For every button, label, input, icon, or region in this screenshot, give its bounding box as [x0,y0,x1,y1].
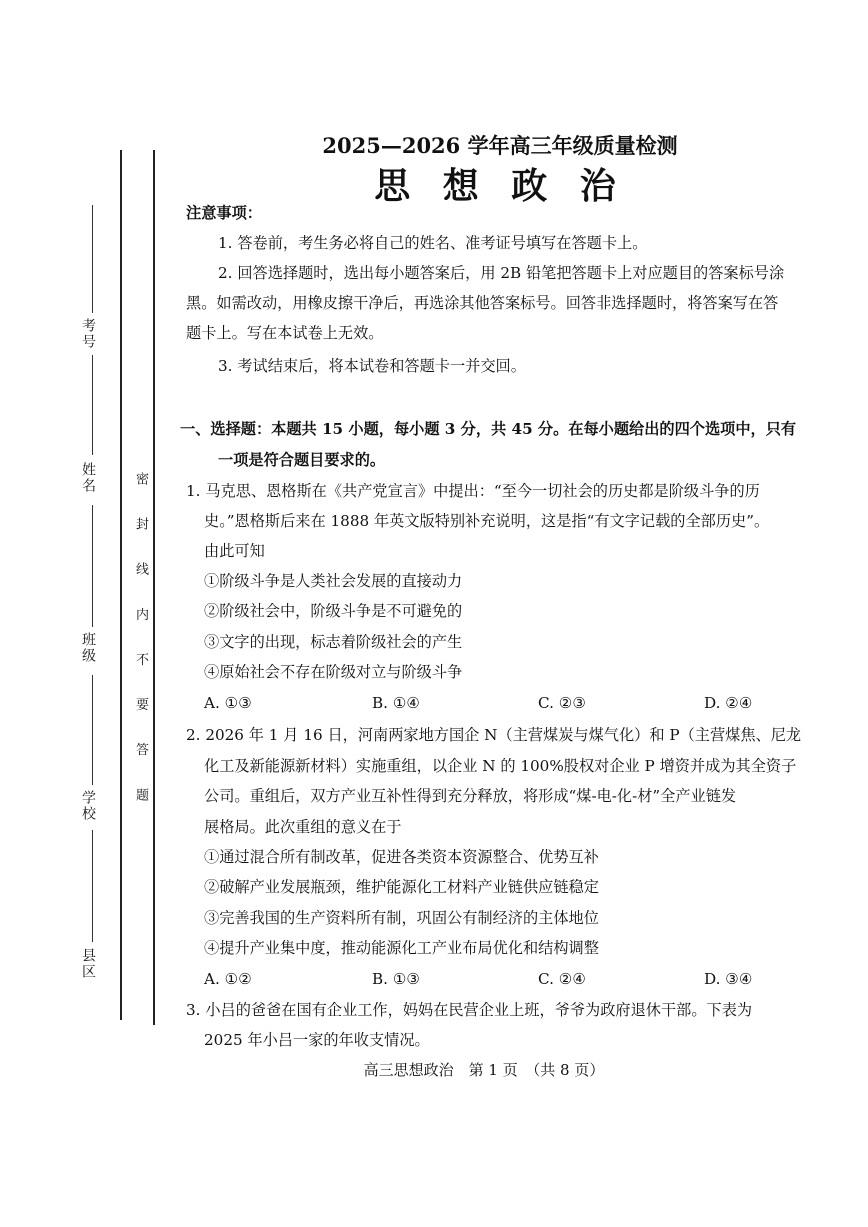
q2-option-b: B. ①③ [372,970,421,988]
field-label-kaohao: 考号 [80,318,96,350]
notice-title: 注意事项： [186,204,262,222]
q2-stem-4: 展格局。此次重组的意义在于 [204,818,402,836]
q2-item-3: ③完善我国的生产资料所有制，巩固公有制经济的主体地位 [204,909,599,927]
q3-stem-2: 2025 年小吕一家的年收支情况。 [204,1031,430,1049]
q1-stem-1: 1. 马克思、恩格斯在《共产党宣言》中提出：“至今一切社会的历史都是阶级斗争的历 [186,482,760,500]
field-underline-banji [92,505,93,627]
field-label-xianqu: 县区 [80,948,96,980]
exam-title: 2025—2026 学年高三年级质量检测 [322,133,678,158]
q1-option-b: B. ①④ [372,694,421,712]
q2-option-a: A. ①② [204,970,252,988]
q2-stem-2: 化工及新能源新材料）实施重组，以企业 N 的 100%股权对企业 P 增资并成为其全资子 [204,757,797,775]
q2-item-2: ②破解产业发展瓶颈，维护能源化工材料产业链供应链稳定 [204,878,599,896]
section1-heading-cont: 一项是符合题目要求的。 [218,451,386,469]
q1-option-d: D. ②④ [704,694,753,712]
q1-stem-3: 由此可知 [204,542,265,560]
q1-option-a: A. ①③ [204,694,252,712]
binding-line-outer [120,150,122,1020]
seal-line-text: 密 封 线 内 不 要 答 题 [133,472,148,815]
q2-option-d: D. ③④ [704,970,753,988]
field-underline-kaohao [92,205,93,313]
q1-item-2: ②阶级社会中，阶级斗争是不可避免的 [204,602,463,620]
q1-option-c: C. ②③ [538,694,586,712]
q1-stem-2: 史。”恩格斯后来在 1888 年英文版特别补充说明，这是指“有文字记载的全部历史”。 [204,512,770,530]
q2-stem-1: 2. 2026 年 1 月 16 日，河南两家地方国企 N（主营煤炭与煤气化）和 P（主营煤焦、尼龙 [186,726,802,744]
q1-item-4: ④原始社会不存在阶级对立与阶级斗争 [204,663,463,681]
subject-title: 思 想 政 治 [374,165,626,207]
page-footer: 高三思想政治 第 1 页 （共 8 页） [363,1061,605,1079]
section1-heading: 一、选择题：本题共 15 小题，每小题 3 分，共 45 分。在每小题给出的四个选项中，只有 [180,420,797,438]
field-label-xingming: 姓名 [80,462,96,494]
binding-line-inner [153,150,155,1025]
q1-item-3: ③文字的出现，标志着阶级社会的产生 [204,633,463,651]
field-label-xuexiao: 学校 [80,790,96,822]
notice-line-4: 题卡上。写在本试卷上无效。 [186,324,384,342]
field-underline-xuexiao [92,675,93,785]
q1-item-1: ①阶级斗争是人类社会发展的直接动力 [204,572,463,590]
field-underline-xianqu [92,830,93,942]
q2-item-1: ①通过混合所有制改革，促进各类资本资源整合、优势互补 [204,848,599,866]
q2-option-c: C. ②④ [538,970,586,988]
field-underline-xingming [92,355,93,455]
q3-stem-1: 3. 小吕的爸爸在国有企业工作，妈妈在民营企业上班，爷爷为政府退休干部。下表为 [186,1001,753,1019]
q2-stem-3: 公司。重组后，双方产业互补性得到充分释放，将形成“煤-电-化-材”全产业链发 [204,787,737,805]
notice-line-3: 黑。如需改动，用橡皮擦干净后，再选涂其他答案标号。回答非选择题时，将答案写在答 [186,294,779,312]
notice-line-1: 1. 答卷前，考生务必将自己的姓名、准考证号填写在答题卡上。 [218,234,648,252]
notice-line-2: 2. 回答选择题时，选出每小题答案后，用 2B 铅笔把答题卡上对应题目的答案标号涂 [218,264,785,282]
q2-item-4: ④提升产业集中度，推动能源化工产业布局优化和结构调整 [204,939,599,957]
field-label-banji: 班级 [80,632,96,664]
notice-line-5: 3. 考试结束后，将本试卷和答题卡一并交回。 [218,357,526,375]
